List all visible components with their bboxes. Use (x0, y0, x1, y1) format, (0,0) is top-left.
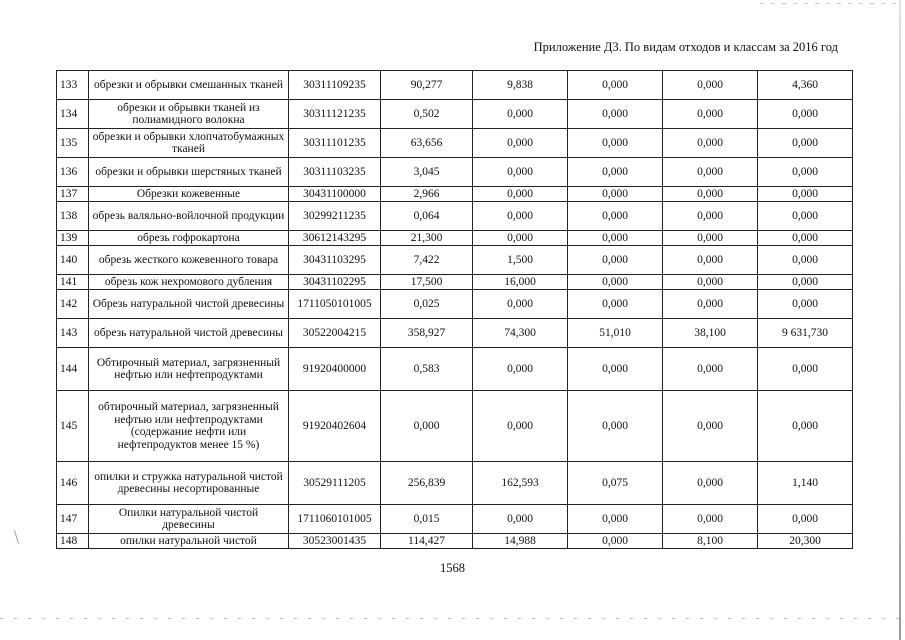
fkko-code-cell: 30311109235 (289, 71, 381, 100)
value-col-1-cell: 0,000 (381, 391, 473, 462)
scan-artifact-top (760, 3, 900, 4)
value-col-3-cell: 51,010 (568, 319, 663, 348)
value-col-3-cell: 0,000 (568, 202, 663, 231)
value-col-1-cell: 2,966 (381, 187, 473, 202)
value-col-1-cell: 256,839 (381, 462, 473, 505)
value-col-4-cell: 0,000 (663, 187, 758, 202)
row-number-cell: 148 (57, 534, 89, 549)
row-number-cell: 141 (57, 275, 89, 290)
value-col-1-cell: 114,427 (381, 534, 473, 549)
page-header: Приложение Д3. По видам отходов и классам за 2016 год (533, 40, 838, 54)
value-col-2-cell: 0,000 (473, 100, 568, 129)
value-col-5-cell: 0,000 (758, 290, 853, 319)
value-col-3-cell: 0,000 (568, 129, 663, 158)
fkko-code-cell: 91920400000 (289, 348, 381, 391)
table-row (57, 534, 853, 549)
waste-name-cell: обрезки и обрывки шерстяных тканей (89, 158, 289, 187)
fkko-code-cell: 30311103235 (289, 158, 381, 187)
value-col-5-cell: 0,000 (758, 202, 853, 231)
value-col-3-cell: 0,000 (568, 158, 663, 187)
value-col-5-cell: 4,360 (758, 71, 853, 100)
table-row (57, 158, 853, 187)
value-col-3-cell: 0,000 (568, 505, 663, 534)
value-col-2-cell: 16,000 (473, 275, 568, 290)
value-col-4-cell: 0,000 (663, 275, 758, 290)
value-col-1-cell: 17,500 (381, 275, 473, 290)
value-col-2-cell: 0,000 (473, 505, 568, 534)
value-col-4-cell: 0,000 (663, 129, 758, 158)
value-col-3-cell: 0,075 (568, 462, 663, 505)
waste-name-cell: обрезки и обрывки тканей из полиамидного волокна (89, 100, 289, 129)
fkko-code-cell: 30431100000 (289, 187, 381, 202)
waste-name-cell: Обтирочный материал, загрязненный нефтью или нефтепродуктами (89, 348, 289, 391)
row-number-cell: 136 (57, 158, 89, 187)
value-col-4-cell: 0,000 (663, 505, 758, 534)
value-col-1-cell: 0,502 (381, 100, 473, 129)
waste-name-cell: Обрезь натуральной чистой древесины (89, 290, 289, 319)
value-col-1-cell: 358,927 (381, 319, 473, 348)
value-col-2-cell: 0,000 (473, 391, 568, 462)
value-col-1-cell: 0,025 (381, 290, 473, 319)
row-number-cell: 134 (57, 100, 89, 129)
row-number-cell: 146 (57, 462, 89, 505)
row-number-cell: 145 (57, 391, 89, 462)
value-col-2-cell: 1,500 (473, 246, 568, 275)
row-number-cell: 140 (57, 246, 89, 275)
value-col-4-cell: 0,000 (663, 246, 758, 275)
row-number-cell: 147 (57, 505, 89, 534)
row-number-cell: 142 (57, 290, 89, 319)
value-col-4-cell: 0,000 (663, 202, 758, 231)
waste-name-cell: обрезь гофрокартона (89, 231, 289, 246)
value-col-5-cell: 0,000 (758, 275, 853, 290)
value-col-1-cell: 0,583 (381, 348, 473, 391)
value-col-5-cell: 9 631,730 (758, 319, 853, 348)
value-col-5-cell: 0,000 (758, 348, 853, 391)
scan-artifact-mark (14, 530, 19, 544)
fkko-code-cell: 30612143295 (289, 231, 381, 246)
value-col-2-cell: 14,988 (473, 534, 568, 549)
row-number-cell: 143 (57, 319, 89, 348)
waste-name-cell: обрезь кож нехромового дубления (89, 275, 289, 290)
waste-name-cell: обрезь валяльно-войлочной продукции (89, 202, 289, 231)
value-col-1-cell: 0,015 (381, 505, 473, 534)
value-col-5-cell: 20,300 (758, 534, 853, 549)
value-col-2-cell: 162,593 (473, 462, 568, 505)
table-row (57, 391, 853, 462)
value-col-5-cell: 0,000 (758, 129, 853, 158)
table-row (57, 246, 853, 275)
value-col-4-cell: 0,000 (663, 71, 758, 100)
value-col-2-cell: 9,838 (473, 71, 568, 100)
scan-artifact-edge (899, 0, 901, 640)
fkko-code-cell: 30529111205 (289, 462, 381, 505)
scan-artifact-bottom (0, 618, 905, 619)
waste-name-cell: обтирочный материал, загрязненный нефтью или нефтепродуктами (содержание нефти или нефтепродуктов менее 15 %) (89, 391, 289, 462)
waste-name-cell: обрезки и обрывки смешанных тканей (89, 71, 289, 100)
value-col-2-cell: 0,000 (473, 129, 568, 158)
table-row (57, 462, 853, 505)
fkko-code-cell: 91920402604 (289, 391, 381, 462)
value-col-3-cell: 0,000 (568, 187, 663, 202)
row-number-cell: 139 (57, 231, 89, 246)
waste-name-cell: опилки и стружка натуральной чистой древесины несортированные (89, 462, 289, 505)
table-row (57, 290, 853, 319)
fkko-code-cell: 30431102295 (289, 275, 381, 290)
value-col-1-cell: 63,656 (381, 129, 473, 158)
value-col-3-cell: 0,000 (568, 348, 663, 391)
value-col-3-cell: 0,000 (568, 534, 663, 549)
value-col-4-cell: 0,000 (663, 290, 758, 319)
value-col-5-cell: 0,000 (758, 246, 853, 275)
value-col-4-cell: 0,000 (663, 231, 758, 246)
value-col-1-cell: 7,422 (381, 246, 473, 275)
fkko-code-cell: 30311121235 (289, 100, 381, 129)
value-col-5-cell: 0,000 (758, 231, 853, 246)
waste-name-cell: обрезь жесткого кожевенного товара (89, 246, 289, 275)
value-col-2-cell: 0,000 (473, 202, 568, 231)
row-number-cell: 135 (57, 129, 89, 158)
waste-table-body (57, 71, 853, 549)
table-row (57, 348, 853, 391)
value-col-2-cell: 0,000 (473, 231, 568, 246)
value-col-4-cell: 8,100 (663, 534, 758, 549)
waste-table (56, 70, 853, 549)
waste-name-cell: обрезки и обрывки хлопчатобумажных тканей (89, 129, 289, 158)
value-col-4-cell: 0,000 (663, 391, 758, 462)
value-col-2-cell: 0,000 (473, 158, 568, 187)
table-row (57, 319, 853, 348)
value-col-4-cell: 0,000 (663, 158, 758, 187)
value-col-3-cell: 0,000 (568, 246, 663, 275)
value-col-2-cell: 0,000 (473, 290, 568, 319)
fkko-code-cell: 1711050101005 (289, 290, 381, 319)
fkko-code-cell: 30431103295 (289, 246, 381, 275)
value-col-1-cell: 90,277 (381, 71, 473, 100)
value-col-3-cell: 0,000 (568, 231, 663, 246)
waste-name-cell: Опилки натуральной чистой древесины (89, 505, 289, 534)
fkko-code-cell: 30299211235 (289, 202, 381, 231)
value-col-5-cell: 0,000 (758, 505, 853, 534)
table-row (57, 231, 853, 246)
value-col-5-cell: 0,000 (758, 158, 853, 187)
table-row (57, 100, 853, 129)
fkko-code-cell: 1711060101005 (289, 505, 381, 534)
table-row (57, 71, 853, 100)
value-col-1-cell: 3,045 (381, 158, 473, 187)
row-number-cell: 138 (57, 202, 89, 231)
row-number-cell: 144 (57, 348, 89, 391)
value-col-5-cell: 1,140 (758, 462, 853, 505)
value-col-5-cell: 0,000 (758, 100, 853, 129)
value-col-5-cell: 0,000 (758, 391, 853, 462)
fkko-code-cell: 30311101235 (289, 129, 381, 158)
value-col-3-cell: 0,000 (568, 71, 663, 100)
value-col-2-cell: 0,000 (473, 348, 568, 391)
value-col-4-cell: 0,000 (663, 100, 758, 129)
value-col-4-cell: 0,000 (663, 462, 758, 505)
value-col-3-cell: 0,000 (568, 275, 663, 290)
value-col-3-cell: 0,000 (568, 100, 663, 129)
table-row (57, 202, 853, 231)
value-col-3-cell: 0,000 (568, 391, 663, 462)
table-row (57, 187, 853, 202)
value-col-4-cell: 38,100 (663, 319, 758, 348)
value-col-1-cell: 0,064 (381, 202, 473, 231)
fkko-code-cell: 30523001435 (289, 534, 381, 549)
waste-name-cell: обрезь натуральной чистой древесины (89, 319, 289, 348)
table-row (57, 275, 853, 290)
waste-name-cell: опилки натуральной чистой (89, 534, 289, 549)
table-row (57, 505, 853, 534)
waste-name-cell: Обрезки кожевенные (89, 187, 289, 202)
value-col-4-cell: 0,000 (663, 348, 758, 391)
row-number-cell: 137 (57, 187, 89, 202)
fkko-code-cell: 30522004215 (289, 319, 381, 348)
value-col-5-cell: 0,000 (758, 187, 853, 202)
value-col-2-cell: 0,000 (473, 187, 568, 202)
value-col-3-cell: 0,000 (568, 290, 663, 319)
value-col-2-cell: 74,300 (473, 319, 568, 348)
page-number: 1568 (440, 561, 465, 575)
table-row (57, 129, 853, 158)
row-number-cell: 133 (57, 71, 89, 100)
value-col-1-cell: 21,300 (381, 231, 473, 246)
